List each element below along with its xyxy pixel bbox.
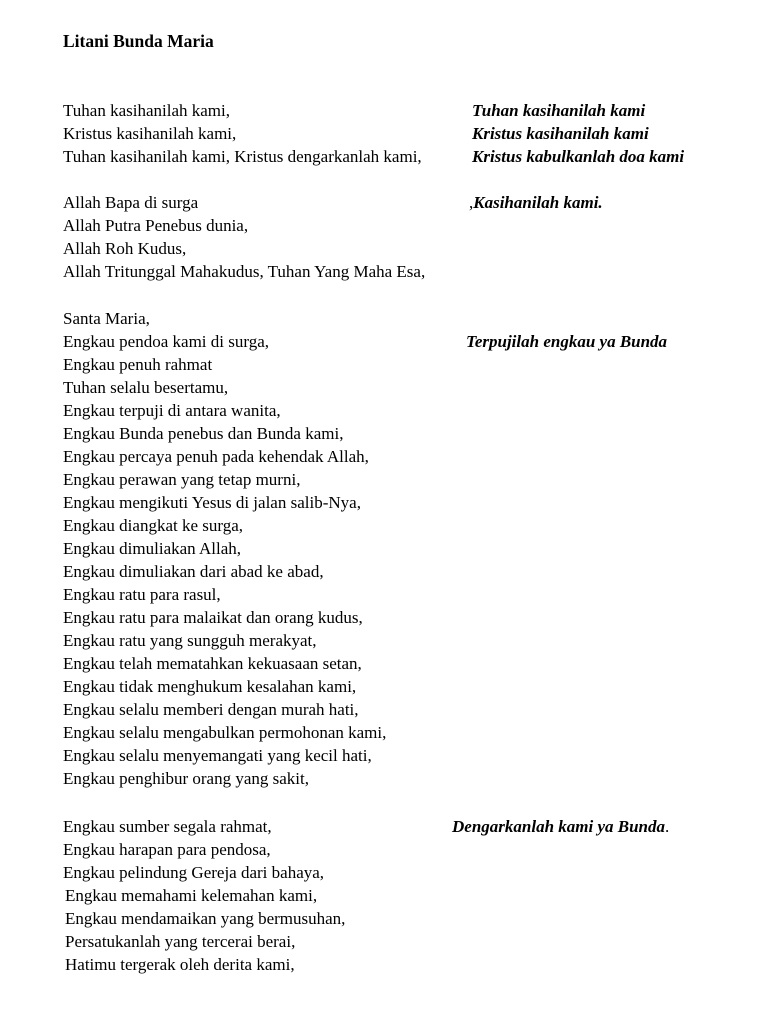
response-line xyxy=(452,816,669,838)
invocation-line: Hatimu tergerak oleh derita kami, xyxy=(65,955,295,974)
invocation-line: Persatukanlah yang tercerai berai, xyxy=(65,932,296,951)
invocation-line: Engkau terpuji di antara wanita, xyxy=(63,401,281,420)
response-line: Kristus kasihanilah kami xyxy=(472,124,649,143)
invocation-line: Engkau selalu memberi dengan murah hati, xyxy=(63,700,359,719)
invocation-line: Engkau dimuliakan dari abad ke abad, xyxy=(63,562,324,581)
invocation-line: Allah Bapa di surga xyxy=(63,193,199,212)
invocation-line: Engkau penghibur orang yang sakit, xyxy=(63,769,309,788)
invocation-line: Engkau pelindung Gereja dari bahaya, xyxy=(63,863,325,882)
response-line: Terpujilah engkau ya Bunda xyxy=(466,332,668,351)
response-prefix: , xyxy=(469,193,474,212)
page-title: Litani Bunda Maria xyxy=(63,31,214,51)
response-text: Kasihanilah kami. xyxy=(473,193,603,212)
response-line: Kristus kabulkanlah doa kami xyxy=(472,147,685,166)
invocation-line: Engkau dimuliakan Allah, xyxy=(63,539,241,558)
response-text: Dengarkanlah kami ya Bunda xyxy=(452,817,666,836)
invocation-line: Tuhan kasihanilah kami, xyxy=(63,101,230,120)
invocation-line: Tuhan kasihanilah kami, Kristus dengarkanlah kami, xyxy=(63,147,422,166)
invocation-line: Allah Tritunggal Mahakudus, Tuhan Yang Maha Esa, xyxy=(63,262,426,281)
invocation-line: Engkau memahami kelemahan kami, xyxy=(65,886,318,905)
invocation-line: Tuhan selalu besertamu, xyxy=(63,378,229,397)
response-line: Tuhan kasihanilah kami xyxy=(472,101,646,120)
invocation-line: Engkau pendoa kami di surga, xyxy=(63,332,270,351)
invocation-line: Engkau diangkat ke surga, xyxy=(63,516,244,535)
invocation-line: Engkau tidak menghukum kesalahan kami, xyxy=(63,677,357,696)
invocation-line: Engkau ratu para malaikat dan orang kudus, xyxy=(63,608,363,627)
invocation-line: Engkau harapan para pendosa, xyxy=(63,840,271,859)
response-line xyxy=(469,192,603,214)
response-tail: . xyxy=(665,817,670,836)
invocation-line: Engkau penuh rahmat xyxy=(63,355,213,374)
invocation-line: Allah Roh Kudus, xyxy=(63,239,187,258)
invocation-line: Engkau perawan yang tetap murni, xyxy=(63,470,301,489)
invocation-line: Engkau ratu para rasul, xyxy=(63,585,221,604)
invocation-line: Engkau mendamaikan yang bermusuhan, xyxy=(65,909,346,928)
invocation-line: Engkau Bunda penebus dan Bunda kami, xyxy=(63,424,344,443)
invocation-line: Engkau percaya penuh pada kehendak Allah, xyxy=(63,447,369,466)
invocation-line: Engkau selalu mengabulkan permohonan kami, xyxy=(63,723,387,742)
invocation-line: Engkau selalu menyemangati yang kecil hati, xyxy=(63,746,372,765)
invocation-line: Engkau sumber segala rahmat, xyxy=(63,817,272,836)
invocation-line: Allah Putra Penebus dunia, xyxy=(63,216,249,235)
invocation-line: Engkau telah mematahkan kekuasaan setan, xyxy=(63,654,362,673)
invocation-line: Engkau ratu yang sungguh merakyat, xyxy=(63,631,317,650)
invocation-line: Engkau mengikuti Yesus di jalan salib-Nya, xyxy=(63,493,361,512)
invocation-line: Kristus kasihanilah kami, xyxy=(63,124,237,143)
invocation-line: Santa Maria, xyxy=(63,309,150,328)
